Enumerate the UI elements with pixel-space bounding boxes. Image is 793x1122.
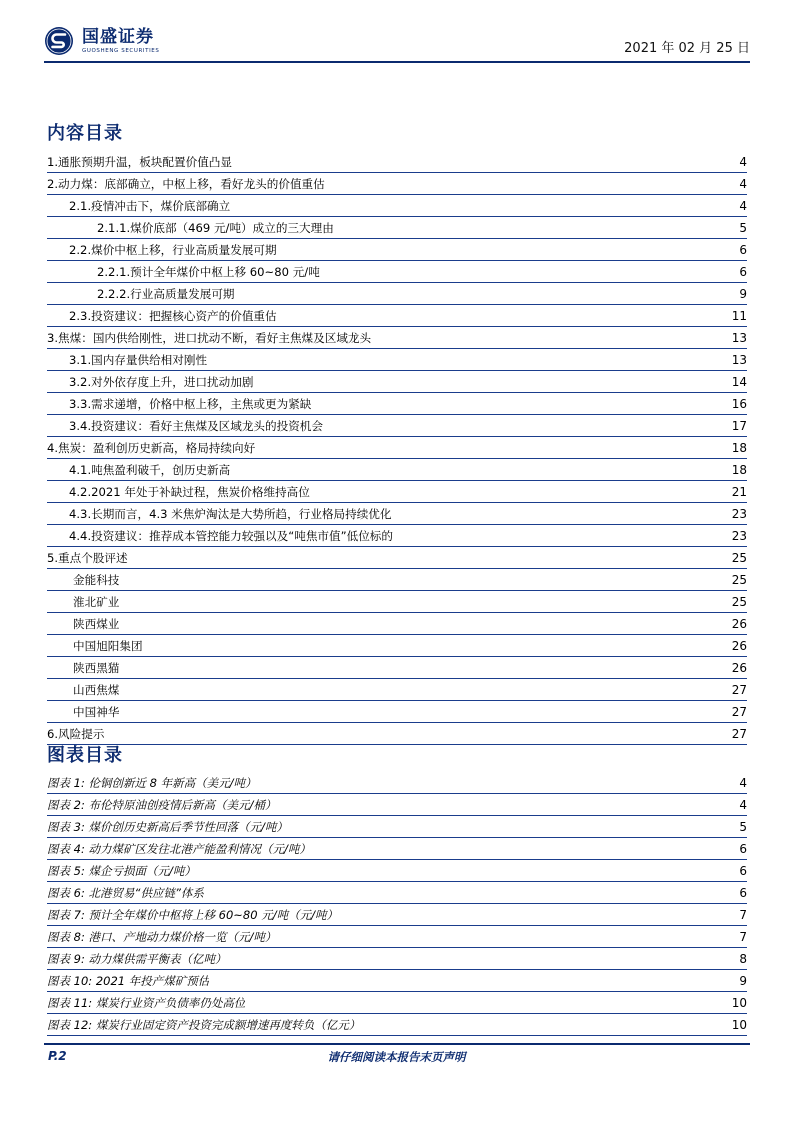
toc-entry-page: 7	[739, 930, 747, 944]
toc-entry[interactable]	[47, 283, 747, 305]
toc-entry-page: 9	[739, 974, 747, 988]
toc-entry-page: 14	[731, 375, 747, 389]
toc-entry-page: 5	[739, 820, 747, 834]
toc-entry-page: 4	[739, 199, 747, 213]
toc-entry-page: 26	[731, 639, 747, 653]
toc-entry[interactable]	[47, 794, 747, 816]
toc-entry[interactable]	[47, 860, 747, 882]
footer-divider	[44, 1043, 750, 1045]
toc-entry-label: 2.2.煤价中枢上移，行业高质量发展可期	[69, 243, 277, 257]
toc-entry-page: 13	[731, 331, 747, 345]
toc-entry-label: 4.2.2021 年处于补缺过程，焦炭价格维持高位	[69, 485, 310, 499]
toc-entry-label: 中国旭阳集团	[73, 639, 143, 653]
toc-entry-label: 图表 11: 煤炭行业资产负债率仍处高位	[47, 996, 246, 1010]
brand-name-cn: 国盛证券	[82, 26, 154, 47]
toc-entry-page: 4	[739, 798, 747, 812]
toc-entry-page: 7	[739, 908, 747, 922]
brand-name-en: GUOSHENG SECURITIES	[82, 47, 160, 54]
toc-entry[interactable]	[47, 613, 747, 635]
toc-entry[interactable]	[47, 173, 747, 195]
toc-entry[interactable]	[47, 195, 747, 217]
page-header	[44, 24, 750, 58]
toc-entry-label: 4.1.吨焦盈利破千，创历史新高	[69, 463, 231, 477]
toc-entry[interactable]	[47, 239, 747, 261]
toc-entry[interactable]	[47, 217, 747, 239]
toc-entry[interactable]	[47, 816, 747, 838]
brand-logo	[44, 24, 159, 58]
toc-entry[interactable]	[47, 882, 747, 904]
toc-entry[interactable]	[47, 772, 747, 794]
toc-entry-label: 淮北矿业	[73, 595, 120, 609]
toc-entry-label: 图表 3: 煤价创历史新高后季节性回落（元/吨）	[47, 820, 288, 834]
toc-entry-label: 中国神华	[73, 705, 120, 719]
toc-entry-label: 图表 5: 煤企亏损面（元/吨）	[47, 864, 196, 878]
toc-entry-page: 6	[739, 864, 747, 878]
header-divider	[44, 61, 750, 63]
figures-list	[47, 772, 747, 1036]
toc-entry-label: 图表 9: 动力煤供需平衡表（亿吨）	[47, 952, 227, 966]
toc-entry[interactable]	[47, 547, 747, 569]
toc-entry[interactable]	[47, 1014, 747, 1036]
toc-entry[interactable]	[47, 701, 747, 723]
toc-entry[interactable]	[47, 151, 747, 173]
toc-entry-page: 6	[739, 842, 747, 856]
toc-entry-label: 图表 1: 伦铜创新近 8 年新高（美元/吨）	[47, 776, 257, 790]
toc-entry[interactable]	[47, 970, 747, 992]
toc-entry[interactable]	[47, 948, 747, 970]
toc-entry-page: 26	[731, 617, 747, 631]
toc-entry-page: 17	[731, 419, 747, 433]
toc-entry[interactable]	[47, 503, 747, 525]
toc-entry-page: 11	[731, 309, 747, 323]
toc-entry-label: 2.3.投资建议：把握核心资产的价值重估	[69, 309, 277, 323]
toc-entry-label: 2.1.疫情冲击下，煤价底部确立	[69, 199, 231, 213]
toc-entry-page: 18	[731, 463, 747, 477]
toc-entry-label: 图表 12: 煤炭行业固定资产投资完成额增速再度转负（亿元）	[47, 1018, 361, 1032]
toc-entry-label: 3.3.需求递增，价格中枢上移，主焦或更为紧缺	[69, 397, 312, 411]
toc-entry-label: 4.焦炭：盈利创历史新高，格局持续向好	[47, 441, 256, 455]
figures-title: 图表目录	[47, 745, 123, 766]
toc-entry-label: 2.2.1.预计全年煤价中枢上移 60~80 元/吨	[97, 265, 320, 279]
report-date: 2021 年 02 月 25 日	[624, 41, 750, 56]
toc-entry-page: 10	[731, 1018, 747, 1032]
toc-entry[interactable]	[47, 992, 747, 1014]
toc-entry-label: 图表 4: 动力煤矿区发往北港产能盈利情况（元/吨）	[47, 842, 311, 856]
toc-entry[interactable]	[47, 349, 747, 371]
toc-entry-page: 27	[731, 705, 747, 719]
toc-entry-label: 3.2.对外依存度上升，进口扰动加剧	[69, 375, 254, 389]
toc-entry[interactable]	[47, 305, 747, 327]
toc-entry-page: 18	[731, 441, 747, 455]
page-number: P.2	[48, 1049, 67, 1063]
toc-entry-label: 金能科技	[73, 573, 120, 587]
toc-entry-page: 6	[739, 265, 747, 279]
toc-entry-page: 25	[731, 573, 747, 587]
toc-entry-label: 陕西煤业	[73, 617, 120, 631]
toc-entry-page: 23	[731, 507, 747, 521]
toc-entry-page: 5	[739, 221, 747, 235]
guosheng-logo-icon	[44, 26, 74, 56]
toc-entry-label: 4.3.长期而言，4.3 米焦炉淘汰是大势所趋，行业格局持续优化	[69, 507, 392, 521]
toc-entry-label: 3.焦煤：国内供给刚性，进口扰动不断，看好主焦煤及区域龙头	[47, 331, 372, 345]
toc-entry-page: 8	[739, 952, 747, 966]
toc-entry-page: 9	[739, 287, 747, 301]
toc-entry[interactable]	[47, 393, 747, 415]
toc-entry[interactable]	[47, 261, 747, 283]
toc-entry-label: 陕西黑猫	[73, 661, 120, 675]
toc-entry-page: 23	[731, 529, 747, 543]
toc-entry[interactable]	[47, 459, 747, 481]
toc-entry-page: 27	[731, 683, 747, 697]
toc-entry-label: 2.动力煤：底部确立，中枢上移，看好龙头的价值重估	[47, 177, 325, 191]
toc-entry-page: 13	[731, 353, 747, 367]
toc-entry[interactable]	[47, 327, 747, 349]
toc-entry-page: 4	[739, 776, 747, 790]
toc-entry-page: 6	[739, 243, 747, 257]
toc-entry-page: 4	[739, 177, 747, 191]
toc-entry[interactable]	[47, 591, 747, 613]
toc-entry-label: 1.通胀预期升温，板块配置价值凸显	[47, 155, 232, 169]
toc-list	[47, 151, 747, 745]
toc-entry-page: 21	[731, 485, 747, 499]
toc-entry-label: 4.4.投资建议：推荐成本管控能力较强以及“吨焦市值”低位标的	[69, 529, 393, 543]
toc-entry-label: 2.1.1.煤价底部（469 元/吨）成立的三大理由	[97, 221, 334, 235]
toc-entry-label: 5.重点个股评述	[47, 551, 128, 565]
toc-entry-page: 25	[731, 595, 747, 609]
toc-entry-label: 图表 8: 港口、产地动力煤价格一览（元/吨）	[47, 930, 277, 944]
toc-entry[interactable]	[47, 635, 747, 657]
toc-entry-page: 25	[731, 551, 747, 565]
toc-entry-label: 2.2.2.行业高质量发展可期	[97, 287, 235, 301]
toc-entry-label: 3.4.投资建议：看好主焦煤及区域龙头的投资机会	[69, 419, 323, 433]
toc-entry[interactable]	[47, 481, 747, 503]
toc-entry[interactable]	[47, 525, 747, 547]
toc-entry[interactable]	[47, 838, 747, 860]
toc-entry-label: 图表 2: 布伦特原油创疫情后新高（美元/桶）	[47, 798, 277, 812]
disclaimer: 请仔细阅读本报告末页声明	[327, 1050, 466, 1064]
toc-entry[interactable]	[47, 569, 747, 591]
toc-entry-label: 6.风险提示	[47, 727, 105, 741]
toc-entry-page: 26	[731, 661, 747, 675]
toc-entry[interactable]	[47, 415, 747, 437]
toc-entry[interactable]	[47, 657, 747, 679]
toc-entry-label: 山西焦煤	[73, 683, 120, 697]
toc-entry[interactable]	[47, 679, 747, 701]
toc-entry-page: 4	[739, 155, 747, 169]
toc-entry-label: 3.1.国内存量供给相对刚性	[69, 353, 208, 367]
toc-entry[interactable]	[47, 723, 747, 745]
toc-entry-label: 图表 6: 北港贸易“供应链”体系	[47, 886, 204, 900]
toc-entry-page: 27	[731, 727, 747, 741]
toc-entry-page: 10	[731, 996, 747, 1010]
toc-entry[interactable]	[47, 371, 747, 393]
toc-entry-page: 6	[739, 886, 747, 900]
toc-entry-page: 16	[731, 397, 747, 411]
toc-entry-label: 图表 10: 2021 年投产煤矿预估	[47, 974, 210, 988]
toc-entry[interactable]	[47, 926, 747, 948]
toc-title: 内容目录	[47, 123, 123, 144]
toc-entry-label: 图表 7: 预计全年煤价中枢将上移 60~80 元/吨（元/吨）	[47, 908, 338, 922]
toc-entry[interactable]	[47, 437, 747, 459]
toc-entry[interactable]	[47, 904, 747, 926]
